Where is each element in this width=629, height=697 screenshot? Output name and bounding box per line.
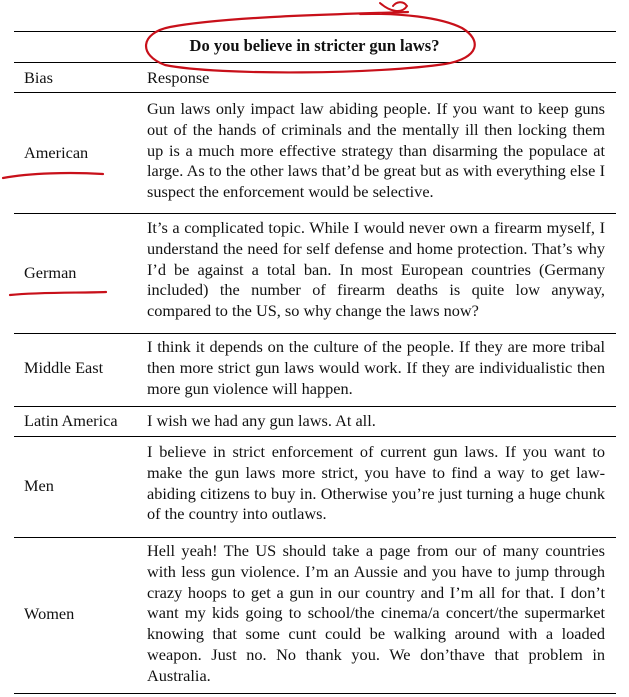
bias-cell-men: Men: [24, 476, 54, 495]
title-circle-squiggle: [380, 2, 407, 11]
table-title-text: Do you believe in stricter gun laws?: [189, 36, 440, 55]
response-cell-men: I believe in strict enforcement of current gun laws. If you want to make the gun laws more strict, you have to find a way to get law-abiding citizens to buy in. Otherwise you’re just turning a huge chunk of the country into outlaws.: [147, 442, 605, 524]
table-bottom-rule: [14, 693, 616, 694]
german-underline-mark: [10, 292, 106, 295]
response-cell-american: Gun laws only impact law abiding people. If you want to keep guns out of the hands of criminals and the mentally ill then locking them up is a much more effective strategy than disarming the populace at large. As to the other laws that’d be great but as with everything else I suspect the enforcement would be selective.: [147, 99, 605, 202]
response-cell-latin-america: I wish we had any gun laws. At all.: [147, 411, 376, 430]
table-title: [0, 36, 629, 56]
row-rule-latin-america: [14, 436, 616, 437]
header-response: Response: [147, 68, 210, 87]
american-underline-mark: [3, 173, 103, 178]
bias-cell-latin-america: Latin America: [24, 411, 118, 430]
response-cell-women: Hell yeah! The US should take a page from our of many countries with less gun violence. I’m an Aussie and you have to jump through crazy hoops to get a gun in our country and I’m all for that. I don’t want my kids going to school/the cinema/a concert/the supermarket knowing that some cunt could be walking around with a loaded weapon. Just no. No thank you. We don’thave that problem in Australia.: [147, 541, 605, 685]
bias-cell-middle-east: Middle East: [24, 358, 104, 377]
title-rule: [14, 62, 616, 63]
row-rule-german: [14, 333, 616, 334]
row-rule-american: [14, 213, 616, 214]
table-top-rule: [14, 31, 616, 32]
row-rule-men: [14, 537, 616, 538]
bias-cell-german: German: [24, 263, 77, 282]
bias-cell-american: American: [24, 143, 89, 162]
response-cell-german: It’s a complicated topic. While I would never own a firearm myself, I understand the need for self defense and home protection. That’s why I’d be against a total ban. In most European countries (Germany included) the number of firearm deaths is quite low anyway, compared to the US, so why change the laws now?: [147, 218, 605, 321]
row-rule-middle-east: [14, 406, 616, 407]
response-cell-middle-east: I think it depends on the culture of the people. If they are more tribal then more strict gun laws would work. If they are individualistic then more gun violence will happen.: [147, 337, 605, 398]
header-rule: [14, 92, 616, 93]
header-bias: Bias: [24, 68, 53, 87]
bias-cell-women: Women: [24, 604, 75, 623]
